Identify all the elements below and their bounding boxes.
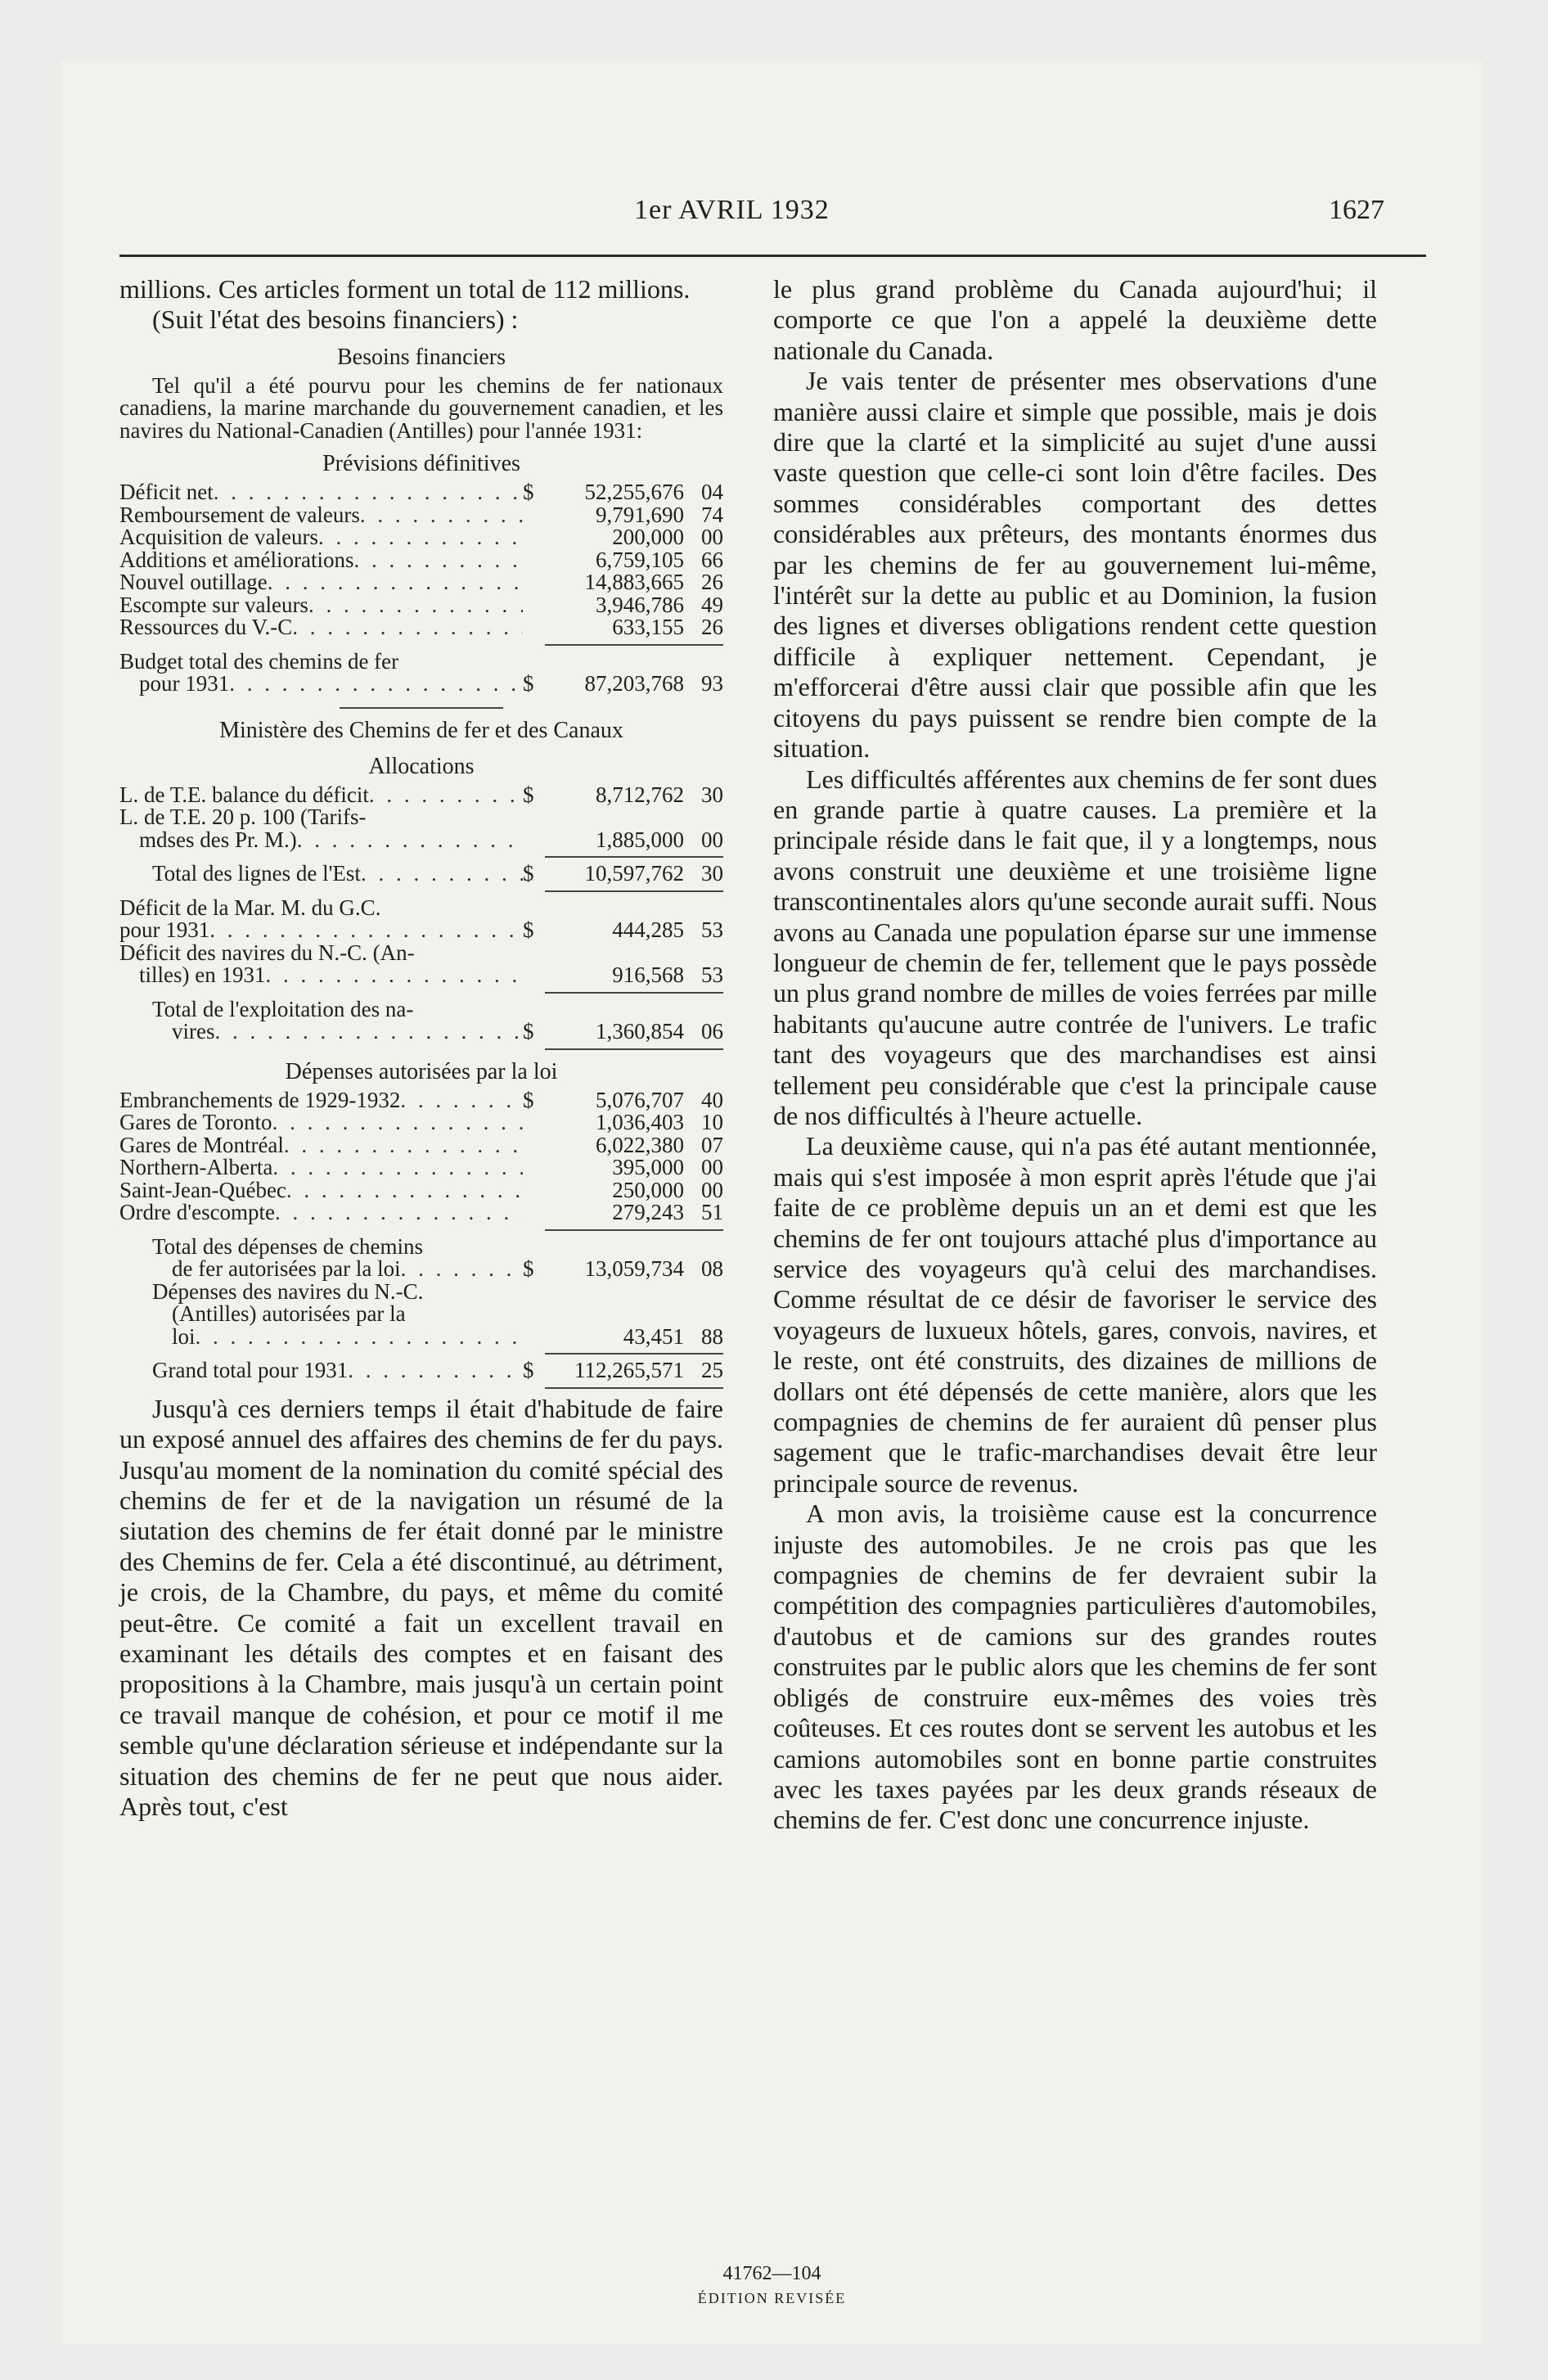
divider: [340, 707, 503, 709]
scanned-page: [61, 61, 1483, 2345]
row-label: vires: [172, 1019, 215, 1044]
table-row-label: (Antilles) autorisées par la: [172, 1301, 406, 1327]
table-row: [119, 1156, 723, 1179]
table-row: [119, 673, 723, 696]
amount: 112,265,571: [574, 1358, 684, 1383]
table-row: [119, 549, 723, 572]
cents: 51: [701, 1200, 723, 1225]
table-row: [119, 1359, 723, 1382]
table-row: [119, 1323, 723, 1349]
table-row: [119, 481, 723, 504]
leader-dots: [318, 526, 523, 549]
row-label: Additions et améliorations: [119, 547, 354, 572]
amount: 5,076,707: [596, 1087, 684, 1112]
currency: $: [523, 1019, 534, 1044]
cents: 00: [701, 1177, 723, 1202]
amount: 444,285: [612, 917, 684, 943]
page-footer: [61, 2263, 1483, 2307]
amount: 1,036,403: [596, 1110, 684, 1135]
leader-dots: [286, 1179, 523, 1202]
page-date: 1er AVRIL 1932: [634, 195, 830, 225]
table-row-label: L. de T.E. 20 p. 100 (Tarifs-: [119, 805, 367, 830]
leader-dots: [353, 549, 523, 572]
currency: $: [523, 1087, 534, 1112]
leader-dots: [196, 1326, 523, 1349]
row-label: Déficit net: [119, 480, 214, 505]
cents: 40: [701, 1087, 723, 1112]
print-code: 41762—104: [722, 2263, 821, 2284]
row-label: Acquisition de valeurs: [119, 525, 318, 550]
table-row: [119, 829, 723, 852]
amount: 6,022,380: [596, 1132, 684, 1157]
row-label: loi: [172, 1323, 196, 1349]
row-label: Escompte sur valeurs: [119, 592, 308, 617]
leader-dots: [214, 1021, 523, 1044]
row-label: pour 1931: [119, 917, 210, 943]
table-row: [119, 504, 723, 527]
table-row: [119, 964, 723, 987]
currency: $: [523, 782, 534, 807]
cents: 25: [701, 1358, 723, 1383]
paragraph: Les difficultés afférentes aux chemins de fer sont dues en grande partie à quatre causes. La première et la principale réside dans le fait que, il y a longtemps, nous avons construit une deuxième et une troisième ligne transcontinentales alors qu'une seconde aurait suffi. Nous avons au Canada une population éparse sur une immense longueur de chemin de fer, tellement que le pays possède un plus grand nombre de milles de voies ferrées par mille habitants qu'aucune autre contrée de l'univers. Le trafic tant des voyageurs que des marchandises est ainsi tellement peu considérable que c'est la principale cause de nos difficultés à l'heure actuelle.: [773, 764, 1377, 1130]
amount: 916,568: [612, 962, 684, 988]
cents: 53: [701, 962, 723, 988]
paragraph: La deuxième cause, qui n'a pas été autant mentionnée, mais qui s'est imposée à mon esprit après l'étude que j'ai faite de ce problème depuis un an et demi est que les chemins de fer ont toujours attaché plus d'importance au service des voyageurs qu'à celui des marchandises. Comme résultat de ce désir de favoriser le service des voyageurs de luxueux hôtels, gares, convois, navires, et le reste, ont été construits, des dizaines de millions de dollars ont été dépensés de cette manière, alors que les compagnies de chemins de fer auraient dû penser plus sagement que le trafic-marchandises devait être leur principale source de revenus.: [773, 1131, 1377, 1498]
right-column: [773, 274, 1377, 1836]
row-label: Nouvel outillage: [119, 570, 268, 595]
leader-dots: [297, 829, 523, 852]
edition-note: ÉDITION REVISÉE: [697, 2290, 847, 2306]
table-row: [119, 1021, 723, 1044]
row-label: Embranchements de 1929-1932: [119, 1087, 401, 1112]
amount: 6,759,105: [596, 547, 684, 572]
previsions-table: [119, 481, 723, 639]
page-number: 1627: [1329, 195, 1384, 225]
sum-rule: [545, 1048, 723, 1050]
leader-dots: [272, 1156, 523, 1179]
cents: 07: [701, 1132, 723, 1157]
sum-rule: [545, 890, 723, 892]
paragraph: Jusqu'à ces derniers temps il était d'habitude de faire un exposé annuel des affaires des chemins de fer du pays. Jusqu'au moment de la nomination du comité spécial des chemins de fer et de la navigation un résumé de la siutation des chemins de fer était donné par le ministre des Chemins de fer. Cela a été discontinué, au détriment, je crois, de la Chambre, du pays, et même du comité peut-être. Ce comité a fait un excellent travail en examinant les détails des comptes et en faisant des propositions à la Chambre, mais jusqu'à un certain point ce travail manque de cohésion, et pour ce motif il me semble qu'une déclaration sérieuse et indépendante sur la situation des chemins de fer ne peut que nous aider. Après tout, c'est: [119, 1393, 723, 1822]
cents: 74: [701, 502, 723, 527]
depenses-table: [119, 1089, 723, 1224]
paragraph: le plus grand problème du Canada aujourd'hui; il comporte ce que l'on a appelé la deuxième dette nationale du Canada.: [773, 274, 1377, 365]
cents: 30: [701, 861, 723, 886]
section-heading: Besoins financiers: [336, 344, 506, 370]
cents: 00: [701, 525, 723, 550]
amount: 9,791,690: [596, 502, 684, 527]
table-row: [119, 1134, 723, 1157]
sum-rule: [545, 1387, 723, 1389]
table-row: [119, 1258, 723, 1281]
currency: $: [523, 917, 534, 943]
table-row-label: Total des dépenses de chemins: [152, 1233, 424, 1259]
paragraph: (Suit l'état des besoins financiers) :: [152, 304, 519, 335]
row-label: mdses des Pr. M.): [139, 827, 297, 852]
table-row: [119, 526, 723, 549]
cents: 26: [701, 570, 723, 595]
table-row-label: Déficit des navires du N.-C. (An-: [119, 940, 415, 965]
cents: 04: [701, 480, 723, 505]
header-rule: [119, 255, 1426, 257]
sum-rule: [545, 992, 723, 994]
currency: $: [523, 480, 534, 505]
cents: 53: [701, 917, 723, 943]
amount: 279,243: [612, 1200, 684, 1225]
cents: 88: [701, 1323, 723, 1349]
leader-dots: [292, 616, 523, 639]
cents: 93: [701, 671, 723, 696]
leader-dots: [400, 1089, 523, 1112]
page-header: [61, 195, 1483, 236]
amount: 13,059,734: [584, 1256, 684, 1282]
sum-rule: [545, 856, 723, 858]
row-label: Total des lignes de l'Est: [152, 861, 361, 886]
leader-dots: [360, 504, 523, 527]
section-heading: Prévisions définitives: [322, 451, 520, 477]
paragraph: millions. Ces articles forment un total de 112 millions.: [119, 274, 691, 304]
currency: $: [523, 861, 534, 886]
leader-dots: [348, 1359, 523, 1382]
amount: 8,712,762: [596, 782, 684, 807]
paragraph: Je vais tenter de présenter mes observations d'une manière aussi claire et simple que possible, mais je dois dire que la clarté et la simplicité au sujet d'une aussi vaste question que celle-ci sont loin d'être faciles. Des sommes considérables comportant des dettes considérables aux prêteurs, des montants énormes dus par les chemins de fer au gouvernement lui-même, l'intérêt sur la dette au public et au Dominion, la fusion des lignes et diverses obligations rendent cette question difficile à expliquer nettement. Cependant, je m'efforcerai d'être aussi clair que possible afin que les citoyens du pays puissent se rendre bien compte de la situation.: [773, 366, 1377, 764]
amount: 3,946,786: [596, 592, 684, 617]
leader-dots: [401, 1258, 523, 1281]
row-label: tilles) en 1931: [139, 962, 266, 988]
cents: 66: [701, 547, 723, 572]
amount: 87,203,768: [584, 671, 684, 696]
row-label: Gares de Montréal: [119, 1132, 284, 1157]
sum-rule: [545, 1229, 723, 1231]
amount: 633,155: [612, 615, 684, 640]
amount: 10,597,762: [584, 861, 684, 886]
leader-dots: [275, 1201, 523, 1224]
row-label: Ressources du V.-C: [119, 615, 293, 640]
leader-dots: [229, 673, 523, 696]
cents: 26: [701, 615, 723, 640]
table-row: [119, 1089, 723, 1112]
amount: 395,000: [612, 1155, 684, 1180]
row-label: Northern-Alberta: [119, 1155, 273, 1180]
currency: $: [523, 671, 534, 696]
leader-dots: [272, 1111, 523, 1134]
leader-dots: [308, 594, 523, 617]
amount: 14,883,665: [584, 570, 684, 595]
leader-dots: [214, 481, 523, 504]
table-row: [119, 1179, 723, 1202]
amount: 43,451: [623, 1323, 684, 1349]
table-row: [119, 616, 723, 639]
cents: 49: [701, 592, 723, 617]
leader-dots: [369, 784, 523, 807]
amount: 1,885,000: [596, 827, 684, 852]
cents: 10: [701, 1110, 723, 1135]
amount: 250,000: [612, 1177, 684, 1202]
paragraph: Tel qu'il a été pourvu pour les chemins de fer nationaux canadiens, la marine marchande du gouvernement canadien, et les navires du National-Canadien (Antilles) pour l'année 1931:: [119, 372, 723, 443]
section-heading: Allocations: [368, 753, 475, 779]
cents: 06: [701, 1019, 723, 1044]
leader-dots: [361, 863, 523, 886]
row-label: Remboursement de valeurs: [119, 502, 360, 527]
table-row: [119, 571, 723, 594]
amount: 200,000: [612, 525, 684, 550]
table-row-label: Déficit de la Mar. M. du G.C.: [119, 895, 381, 920]
leader-dots: [268, 571, 523, 594]
table-row: [119, 863, 723, 886]
table-row: [119, 919, 723, 942]
cents: 08: [701, 1256, 723, 1282]
table-row: [119, 594, 723, 617]
cents: 00: [701, 1155, 723, 1180]
currency: $: [523, 1358, 534, 1383]
table-row: [119, 784, 723, 807]
table-row: [119, 1201, 723, 1224]
amount: 1,360,854: [596, 1019, 684, 1044]
row-label: Gares de Toronto: [119, 1110, 272, 1135]
currency: $: [523, 1256, 534, 1282]
table-row: [119, 1111, 723, 1134]
row-label: L. de T.E. balance du déficit: [119, 782, 369, 807]
section-heading: Dépenses autorisées par la loi: [285, 1058, 558, 1084]
cents: 00: [701, 827, 723, 852]
section-heading: Ministère des Chemins de fer et des Canaux: [219, 717, 623, 743]
paragraph: A mon avis, la troisième cause est la concurrence injuste des automobiles. Je ne crois pas que les compagnies de chemins de fer devraient subir la compétition des compagnies particulières d'automobiles, d'autobus et de camions sur des grandes routes construites par le public alors que les chemins de fer sont obligés de construire eux-mêmes des voies très coûteuses. Et ces routes dont se servent les autobus et les camions automobiles sont en bonne partie construites avec les taxes payées par les deux grands réseaux de chemins de fer. C'est donc une concurrence injuste.: [773, 1499, 1377, 1835]
row-label: Saint-Jean-Québec: [119, 1177, 286, 1202]
amount: 52,255,676: [584, 480, 684, 505]
leader-dots: [284, 1134, 523, 1157]
table-row-label: Budget total des chemins de fer: [119, 648, 399, 674]
sum-rule: [545, 644, 723, 646]
row-label: pour 1931: [139, 671, 230, 696]
leader-dots: [209, 919, 523, 942]
row-label: Ordre d'escompte: [119, 1200, 276, 1225]
left-column: [119, 274, 723, 1823]
leader-dots: [265, 964, 523, 987]
row-label: de fer autorisées par la loi: [172, 1256, 401, 1282]
cents: 30: [701, 782, 723, 807]
table-row-label: Dépenses des navires du N.-C.: [152, 1278, 424, 1304]
table-row-label: Total de l'exploitation des na-: [152, 996, 414, 1021]
row-label: Grand total pour 1931: [152, 1358, 349, 1383]
sum-rule: [545, 1353, 723, 1355]
